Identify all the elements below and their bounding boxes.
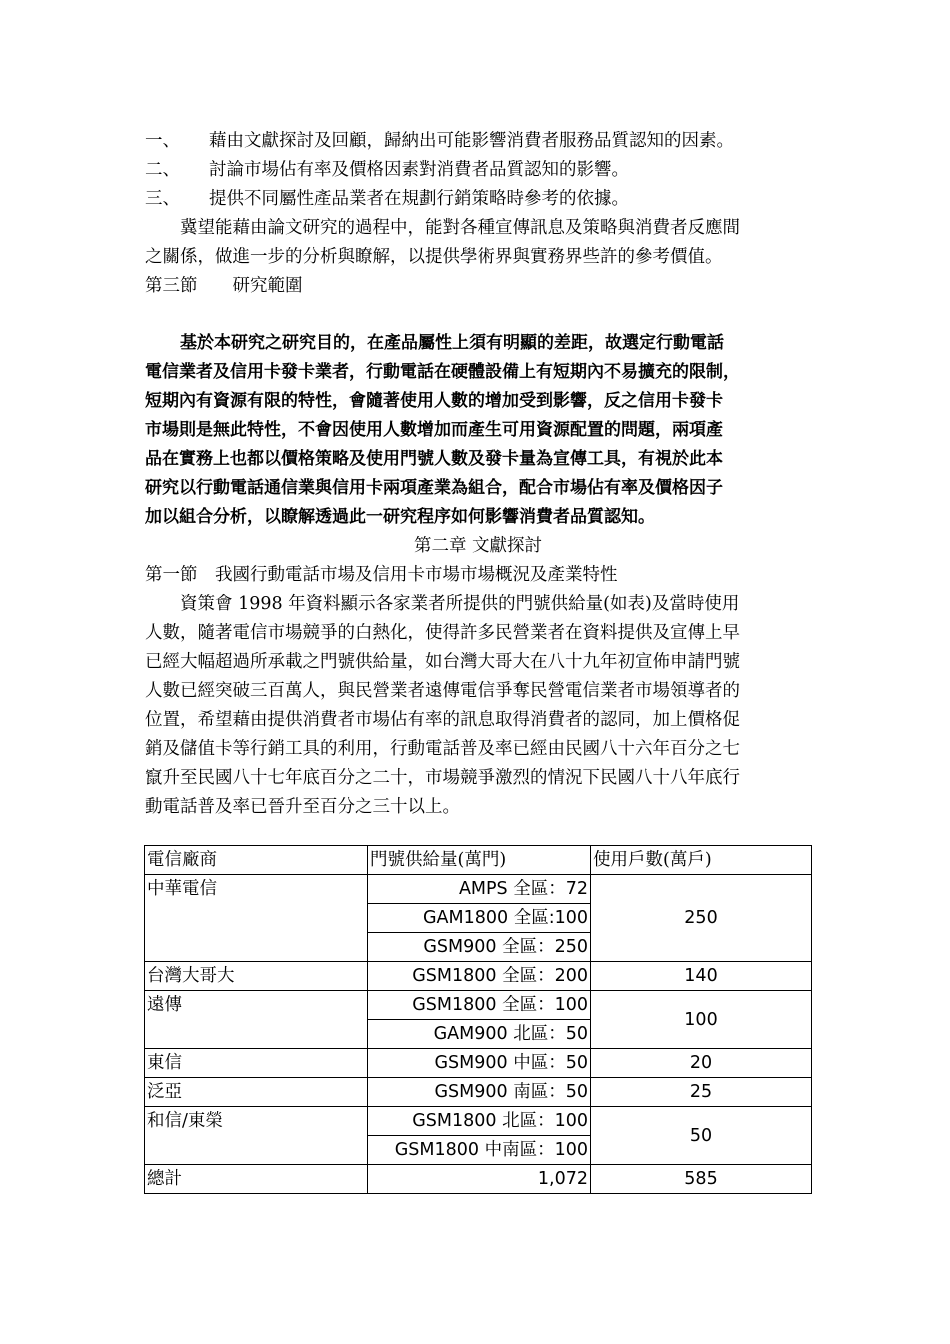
carrier-cell: 中華電信 xyxy=(145,875,368,962)
scope-paragraph-line: 電信業者及信用卡發卡業者，行動電話在硬體設備上有短期內不易擴充的限制， xyxy=(145,362,740,382)
total-supply-cell: 1,072 xyxy=(368,1165,591,1194)
users-cell: 20 xyxy=(591,1049,812,1078)
objective-item xyxy=(145,185,629,214)
market-paragraph-line: 人數已經突破三百萬人，與民營業者遠傳電信爭奪民營電信業者市場領導者的 xyxy=(145,681,740,701)
objective-text: 提供不同屬性產品業者在規劃行銷策略時參考的依據。 xyxy=(209,189,629,209)
market-paragraph-line: 位置，希望藉由提供消費者市場佔有率的訊息取得消費者的認同，加上價格促 xyxy=(145,710,740,730)
table-row xyxy=(145,1049,812,1078)
supply-cell: GSM1800 全區：100 xyxy=(368,991,591,1020)
scope-paragraph-line: 短期內有資源有限的特性，會隨著使用人數的增加受到影響，反之信用卡發卡 xyxy=(145,391,723,411)
supply-cell: GSM900 中區：50 xyxy=(368,1049,591,1078)
scope-paragraph-line: 加以組合分析，以瞭解透過此一研究程序如何影響消費者品質認知。 xyxy=(145,507,655,527)
carrier-cell: 台灣大哥大 xyxy=(145,962,368,991)
scope-paragraph-line: 市場則是無此特性，不會因使用人數增加而產生可用資源配置的問題，兩項產 xyxy=(145,420,723,440)
supply-cell: GAM900 北區：50 xyxy=(368,1020,591,1049)
table-header-cell: 門號供給量(萬門) xyxy=(368,846,591,875)
section-heading: 第一節 我國行動電話市場及信用卡市場市場概況及產業特性 xyxy=(145,565,618,585)
table-row xyxy=(145,1078,812,1107)
market-paragraph-line: 動電話普及率已晉升至百分之三十以上。 xyxy=(145,797,460,817)
section-heading: 第三節 研究範圍 xyxy=(145,276,303,296)
table-header-cell: 使用戶數(萬戶) xyxy=(591,846,812,875)
table-row xyxy=(145,962,812,991)
objective-number: 三、 xyxy=(145,189,180,209)
table-row xyxy=(145,991,812,1020)
carrier-supply-table xyxy=(144,845,812,1194)
scope-paragraph-line: 基於本研究之研究目的，在產品屬性上須有明顯的差距，故選定行動電話 xyxy=(180,333,724,353)
supply-cell: GSM1800 北區：100 xyxy=(368,1107,591,1136)
supply-cell: GSM1800 中南區：100 xyxy=(368,1136,591,1165)
users-cell: 140 xyxy=(591,962,812,991)
supply-cell: AMPS 全區：72 xyxy=(368,875,591,904)
carrier-cell: 遠傳 xyxy=(145,991,368,1049)
carrier-cell: 和信/東榮 xyxy=(145,1107,368,1165)
scope-paragraph-line: 研究以行動電話通信業與信用卡兩項產業為組合，配合市場佔有率及價格因子 xyxy=(145,478,723,498)
table-total-row xyxy=(145,1165,812,1194)
table-row xyxy=(145,875,812,904)
table-header-cell: 電信廠商 xyxy=(145,846,368,875)
market-paragraph-line: 已經大幅超過所承載之門號供給量，如台灣大哥大在八十九年初宣佈申請門號 xyxy=(145,652,740,672)
supply-cell: GSM900 全區：250 xyxy=(368,933,591,962)
users-cell: 250 xyxy=(591,875,812,962)
supply-cell: GSM900 南區：50 xyxy=(368,1078,591,1107)
table-row xyxy=(145,1107,812,1136)
carrier-cell: 泛亞 xyxy=(145,1078,368,1107)
supply-cell: GSM1800 全區：200 xyxy=(368,962,591,991)
supply-cell: GAM1800 全區:100 xyxy=(368,904,591,933)
chapter-heading: 第二章 文獻探討 xyxy=(413,536,543,556)
carrier-cell: 東信 xyxy=(145,1049,368,1078)
table-header-row xyxy=(145,846,812,875)
scope-paragraph-line: 品在實務上也都以價格策略及使用門號人數及發卡量為宣傳工具，有視於此本 xyxy=(145,449,723,469)
market-paragraph-line: 資策會 1998 年資料顯示各家業者所提供的門號供給量(如表)及當時使用 xyxy=(180,594,740,614)
users-cell: 25 xyxy=(591,1078,812,1107)
market-paragraph-line: 人數，隨著電信市場競爭的白熱化，使得許多民營業者在資料提供及宣傳上早 xyxy=(145,623,740,643)
objective-text: 藉由文獻探討及回顧，歸納出可能影響消費者服務品質認知的因素。 xyxy=(209,131,734,151)
objective-item xyxy=(145,127,734,156)
objective-text: 討論市場佔有率及價格因素對消費者品質認知的影響。 xyxy=(209,160,629,180)
market-paragraph-line: 竄升至民國八十七年底百分之二十，市場競爭激烈的情況下民國八十八年底行 xyxy=(145,768,740,788)
total-users-cell: 585 xyxy=(591,1165,812,1194)
intro-paragraph-line: 冀望能藉由論文研究的過程中，能對各種宣傳訊息及策略與消費者反應間 xyxy=(180,218,740,238)
users-cell: 100 xyxy=(591,991,812,1049)
objective-item xyxy=(145,156,629,185)
objective-number: 二、 xyxy=(145,160,180,180)
objective-number: 一、 xyxy=(145,131,180,151)
intro-paragraph-line: 之關係，做進一步的分析與瞭解，以提供學術界與實務界些許的參考價值。 xyxy=(145,247,723,267)
users-cell: 50 xyxy=(591,1107,812,1165)
total-label-cell: 總計 xyxy=(145,1165,368,1194)
market-paragraph-line: 銷及儲值卡等行銷工具的利用，行動電話普及率已經由民國八十六年百分之七 xyxy=(145,739,740,759)
